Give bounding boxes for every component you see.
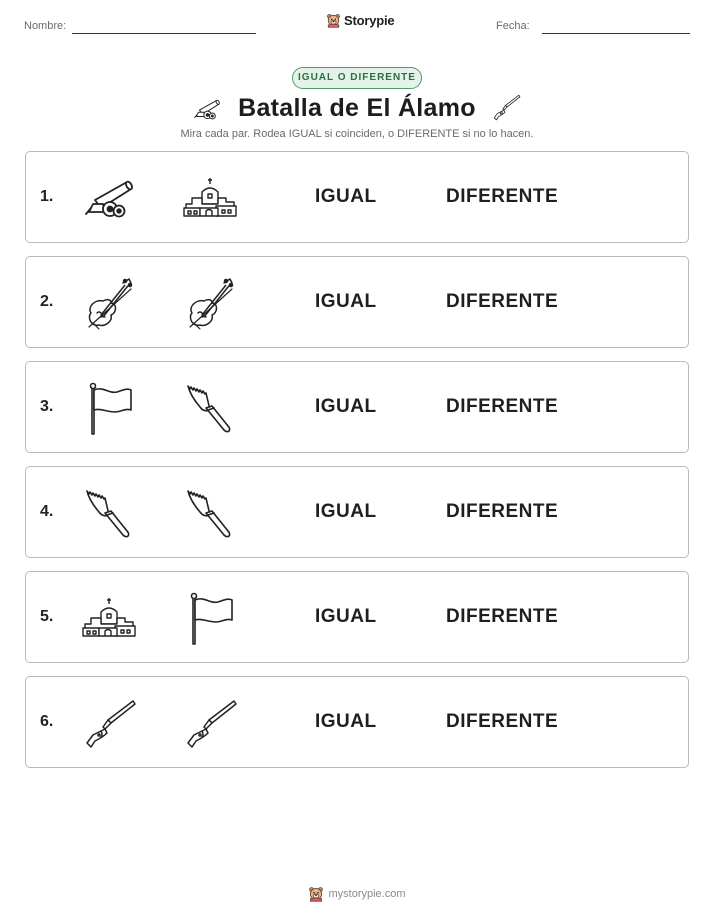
row-number: 2.: [40, 293, 54, 310]
pair-row: [25, 676, 689, 768]
option-same[interactable]: IGUAL: [315, 291, 377, 312]
option-different[interactable]: DIFERENTE: [446, 186, 559, 207]
instructions: Mira cada par. Rodea IGUAL si coinciden, o DIFERENTE si no lo hacen.: [180, 128, 534, 140]
violin-icon: [182, 275, 238, 331]
bear-icon: [308, 886, 324, 902]
knife-icon: [182, 485, 238, 541]
row-number: 3.: [40, 398, 54, 415]
cannon-icon: [81, 170, 137, 226]
logo-text: Storypie: [344, 13, 395, 28]
bear-icon: [326, 13, 341, 28]
flag-icon: [81, 380, 137, 436]
name-label: Nombre:: [24, 20, 67, 32]
date-label: Fecha:: [496, 20, 530, 32]
pair-row: [25, 361, 689, 453]
violin-icon: [81, 275, 137, 331]
option-same[interactable]: IGUAL: [315, 396, 377, 417]
option-different[interactable]: DIFERENTE: [446, 501, 559, 522]
option-different[interactable]: DIFERENTE: [446, 291, 559, 312]
cannon-icon: [190, 94, 224, 124]
rifle-icon: [81, 695, 137, 751]
name-line[interactable]: [72, 33, 256, 34]
page-title: Batalla de El Álamo: [238, 94, 476, 122]
row-number: 5.: [40, 608, 54, 625]
option-same[interactable]: IGUAL: [315, 186, 377, 207]
option-different[interactable]: DIFERENTE: [446, 606, 559, 627]
knife-icon: [81, 485, 137, 541]
option-same[interactable]: IGUAL: [315, 606, 377, 627]
storypie-logo: [326, 13, 394, 28]
pair-row: [25, 571, 689, 663]
rifle-icon: [182, 695, 238, 751]
footer-url: mystorypie.com: [328, 888, 406, 900]
option-different[interactable]: DIFERENTE: [446, 711, 559, 732]
option-same[interactable]: IGUAL: [315, 501, 377, 522]
pair-list: [25, 151, 689, 781]
knife-icon: [182, 380, 238, 436]
option-different[interactable]: DIFERENTE: [446, 396, 559, 417]
row-number: 1.: [40, 188, 54, 205]
row-number: 4.: [40, 503, 54, 520]
activity-badge: IGUAL O DIFERENTE: [292, 67, 422, 89]
rifle-icon: [490, 92, 522, 122]
pair-row: [25, 466, 689, 558]
date-line[interactable]: [542, 33, 690, 34]
footer: [0, 886, 714, 902]
pair-row: [25, 256, 689, 348]
title-block: [0, 92, 714, 124]
pair-row: [25, 151, 689, 243]
mission-icon: [81, 590, 137, 646]
row-number: 6.: [40, 713, 54, 730]
mission-icon: [182, 170, 238, 226]
option-same[interactable]: IGUAL: [315, 711, 377, 732]
flag-icon: [182, 590, 238, 646]
